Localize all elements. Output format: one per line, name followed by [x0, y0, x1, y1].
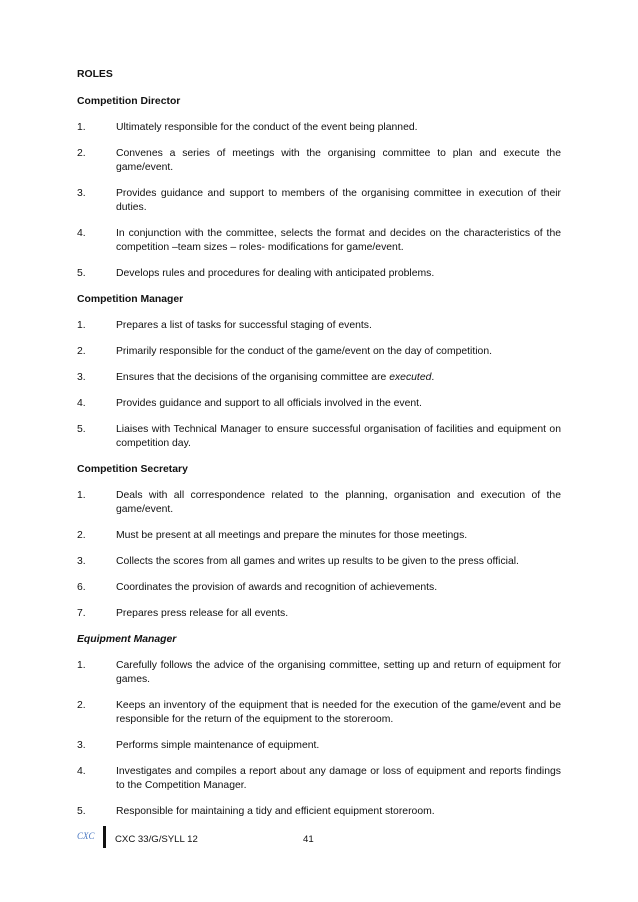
item-number: 2.	[77, 346, 86, 357]
footer-divider	[103, 826, 106, 848]
item-text: Provides guidance and support to all officials involved in the event.	[116, 398, 422, 409]
list-item	[77, 267, 561, 281]
item-number: 4.	[77, 766, 86, 777]
list-item	[77, 529, 561, 543]
syllabus-code: CXC 33/G/SYLL 12	[115, 834, 198, 845]
item-number: 3.	[77, 372, 86, 383]
list-item	[77, 227, 561, 255]
item-text: Keeps an inventory of the equipment that is needed for the execution of the game/event and be responsible for the return of the equipment to the storeroom.	[116, 700, 561, 725]
list-item	[77, 423, 561, 451]
item-text-group	[116, 371, 561, 385]
list-item	[77, 371, 561, 385]
item-number: 5.	[77, 424, 86, 435]
item-text: Coordinates the provision of awards and recognition of achievements.	[116, 582, 438, 593]
list-item	[77, 489, 561, 517]
item-text: In conjunction with the committee, selects the format and decides on the characteristics of the competition –team sizes – roles- modifications for game/event.	[116, 228, 561, 253]
list-item	[77, 319, 561, 333]
list-item	[77, 147, 561, 175]
item-text: Carefully follows the advice of the organising committee, setting up and return of equipment for games.	[116, 660, 561, 685]
list-item	[77, 555, 561, 569]
item-text: Primarily responsible for the conduct of the game/event on the day of competition.	[116, 346, 493, 357]
item-text: Convenes a series of meetings with the organising committee to plan and execute the game/event.	[116, 148, 561, 173]
item-text: Provides guidance and support to members of the organising committee in execution of their duties.	[116, 188, 561, 213]
item-text: Prepares press release for all events.	[116, 608, 289, 619]
page-footer	[77, 826, 561, 850]
list-item	[77, 765, 561, 793]
item-text: Develops rules and procedures for dealing with anticipated problems.	[116, 268, 435, 279]
item-text: Ensures that the decisions of the organising committee are	[116, 372, 387, 383]
item-text: Must be present at all meetings and prepare the minutes for those meetings.	[116, 530, 468, 541]
cxc-logo-text: CXC	[77, 831, 95, 841]
page-title: ROLES	[77, 69, 113, 80]
item-text-emphasis: executed	[389, 372, 432, 383]
item-number: 2.	[77, 530, 86, 541]
item-number: 2.	[77, 700, 86, 711]
item-text: Performs simple maintenance of equipment.	[116, 740, 320, 751]
item-number: 4.	[77, 228, 86, 239]
item-number: 1.	[77, 122, 86, 133]
item-number: 1.	[77, 660, 86, 671]
item-number: 3.	[77, 556, 86, 567]
section-competition-manager	[77, 293, 561, 451]
list-item	[77, 699, 561, 727]
list-item	[77, 187, 561, 215]
item-text: Liaises with Technical Manager to ensure successful organisation of facilities and equipment on competition day.	[116, 424, 561, 449]
item-number: 4.	[77, 398, 86, 409]
section-competition-director	[77, 95, 561, 281]
document-body	[77, 68, 561, 831]
cxc-logo	[77, 826, 99, 846]
list-item	[77, 659, 561, 687]
list-item	[77, 805, 561, 819]
item-number: 2.	[77, 148, 86, 159]
page-number: 41	[303, 834, 314, 845]
section-competition-secretary	[77, 463, 561, 621]
item-text: Investigates and compiles a report about any damage or loss of equipment and reports findings to the Competition Manager.	[116, 766, 561, 791]
item-number: 1.	[77, 320, 86, 331]
section-equipment-manager	[77, 633, 561, 819]
list-item	[77, 739, 561, 753]
item-number: 3.	[77, 740, 86, 751]
list-item	[77, 345, 561, 359]
section-heading: Competition Director	[77, 96, 181, 107]
item-text: Responsible for maintaining a tidy and efficient equipment storeroom.	[116, 806, 435, 817]
list-item	[77, 607, 561, 621]
item-number: 5.	[77, 806, 86, 817]
item-number: 3.	[77, 188, 86, 199]
list-item	[77, 121, 561, 135]
section-heading: Competition Secretary	[77, 464, 188, 475]
item-number: 7.	[77, 608, 86, 619]
list-item	[77, 581, 561, 595]
section-heading: Equipment Manager	[77, 634, 177, 645]
item-text: Collects the scores from all games and writes up results to be given to the press official.	[116, 556, 519, 567]
item-text: Prepares a list of tasks for successful staging of events.	[116, 320, 372, 331]
item-text: Deals with all correspondence related to the planning, organisation and execution of the game/event.	[116, 490, 561, 515]
item-text-end: .	[431, 372, 435, 383]
item-number: 1.	[77, 490, 86, 501]
item-text: Ultimately responsible for the conduct of the event being planned.	[116, 122, 418, 133]
item-number: 6.	[77, 582, 86, 593]
item-number: 5.	[77, 268, 86, 279]
list-item	[77, 397, 561, 411]
section-heading: Competition Manager	[77, 294, 184, 305]
